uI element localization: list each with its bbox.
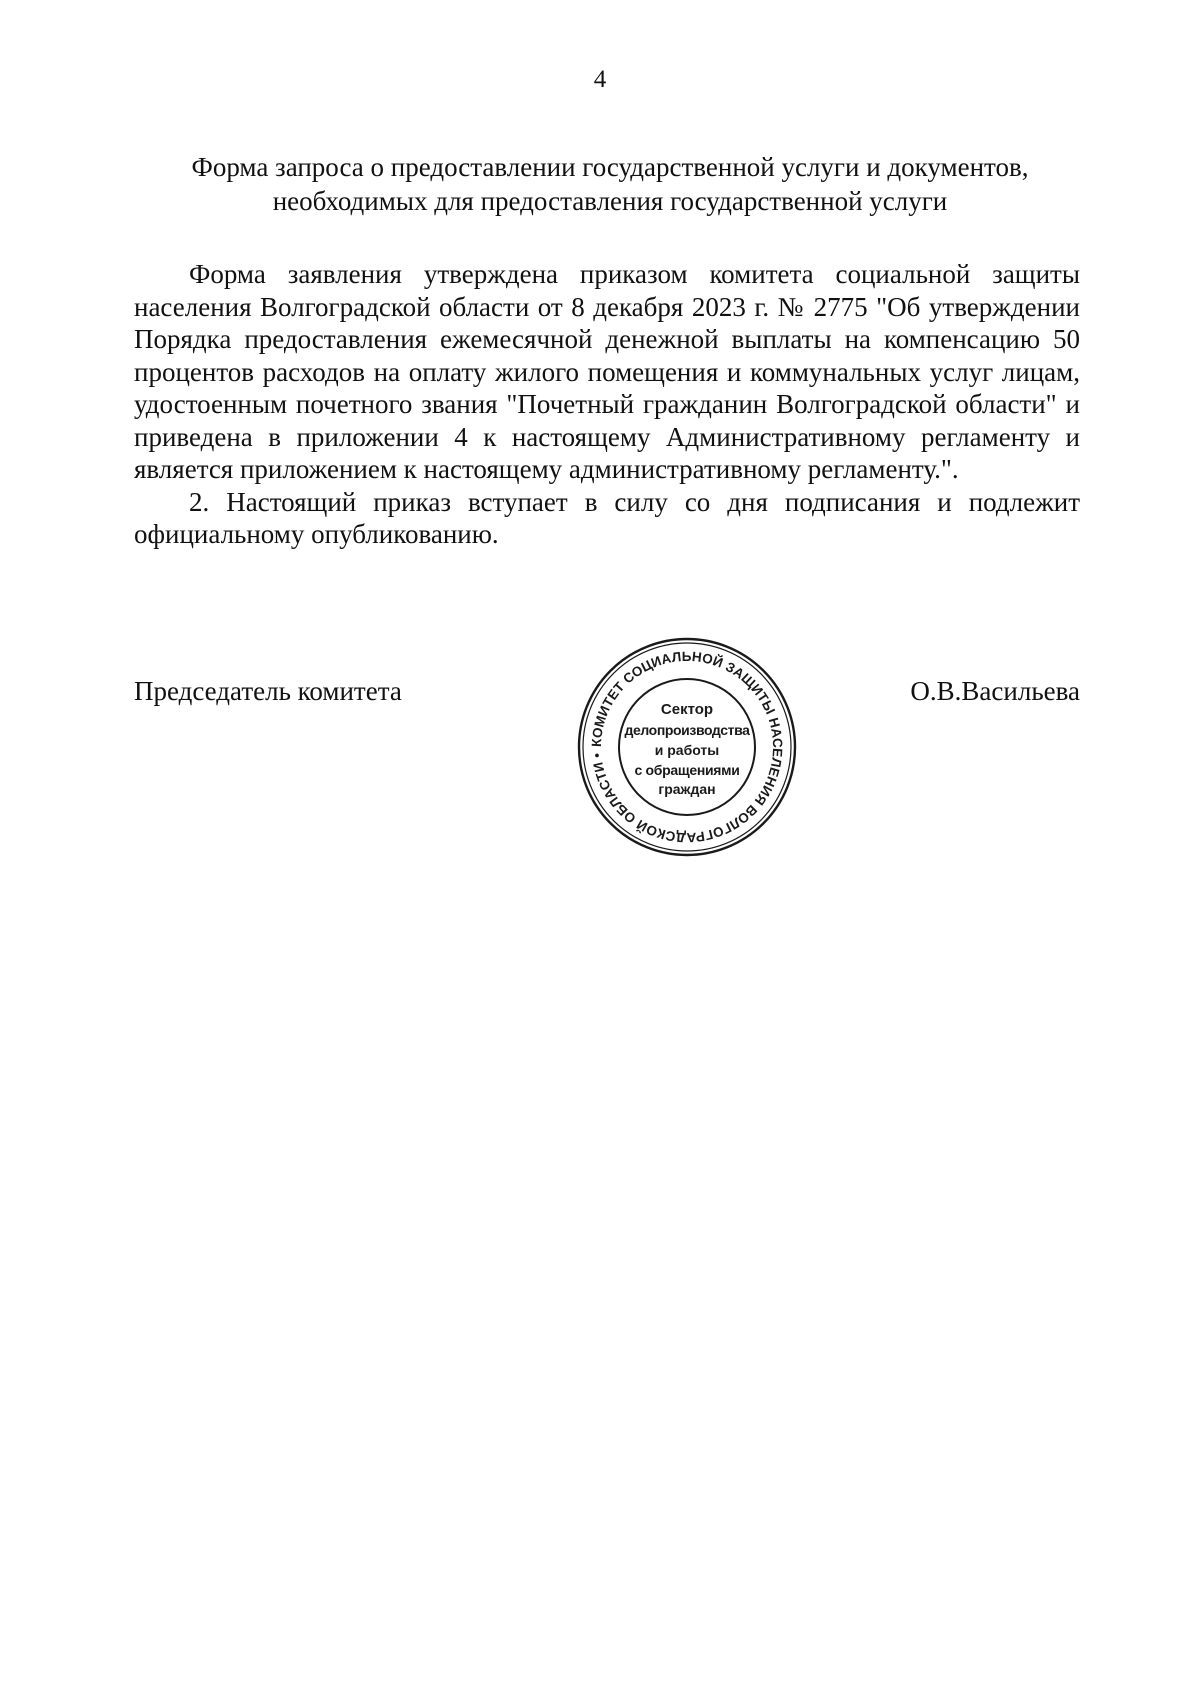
stamp-center-line-3: и работы <box>654 742 720 758</box>
stamp-center-line-1: Сектор <box>660 701 714 718</box>
official-stamp <box>574 634 800 860</box>
page-number: 4 <box>593 66 607 93</box>
body-text <box>134 258 1080 551</box>
stamp-center-line-2: делопроизводства <box>624 722 750 738</box>
paragraph-effective-date: 2. Настоящий приказ вступает в силу со дня подписания и подлежит официальному опубликованию. <box>134 486 1080 549</box>
stamp-center-line-4: с обращениями <box>634 762 740 778</box>
stamp-graphic <box>574 634 800 860</box>
stamp-ring-textpath: КОМИТЕТ СОЦИАЛЬНОЙ ЗАЩИТЫ НАСЕЛЕНИЯ ВОЛГОГРАДСКОЙ ОБЛАСТИ • <box>588 648 786 846</box>
signatory-name: О.В.Васильева <box>910 676 1080 706</box>
heading-line-2: необходимых для предоставления государственной услуги <box>272 186 948 216</box>
heading-line-1: Форма запроса о предоставлении государственной услуги и документов, <box>191 152 1029 182</box>
paragraph-form-approval: Форма заявления утверждена приказом комитета социальной защиты населения Волгоградской области от 8 декабря 2023 г. № 2775 "Об утверждении Порядка предоставления ежемесячной денежной выплаты на компенсацию 50 процентов расходов на оплату жилого помещения и коммунальных услуг лицам, удостоенным почетного звания "Почетный гражданин Волгоградской области" и приведена в приложении 4 к настоящему Административному регламенту и является приложением к настоящему административному регламенту.". <box>134 259 1080 484</box>
document-heading <box>130 150 1090 218</box>
signatory-position: Председатель комитета <box>134 676 402 706</box>
stamp-center-line-5: граждан <box>658 781 716 797</box>
